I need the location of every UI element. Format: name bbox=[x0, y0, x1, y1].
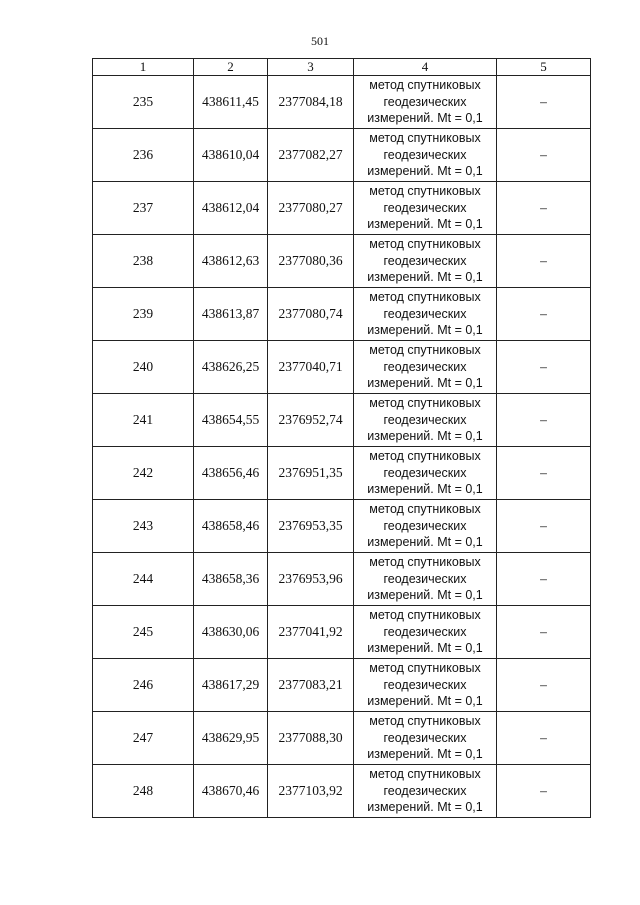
method-text-line: измерений. Mt = 0,1 bbox=[367, 270, 483, 285]
method-text-line: метод спутниковых bbox=[369, 502, 481, 517]
method-cell bbox=[354, 394, 497, 447]
coordinate-x-cell: 438610,04 bbox=[194, 129, 268, 182]
method-text-line: метод спутниковых bbox=[369, 184, 481, 199]
method-text-line: метод спутниковых bbox=[369, 767, 481, 782]
coordinate-y-cell: 2377080,36 bbox=[268, 235, 354, 288]
method-text-line: метод спутниковых bbox=[369, 237, 481, 252]
method-text-line: геодезических bbox=[383, 147, 467, 162]
method-cell bbox=[354, 341, 497, 394]
coordinate-y-cell: 2377080,74 bbox=[268, 288, 354, 341]
point-number-cell: 246 bbox=[93, 659, 194, 712]
coordinate-x-cell: 438658,36 bbox=[194, 553, 268, 606]
table-row bbox=[93, 76, 591, 129]
coordinate-y-cell: 2377041,92 bbox=[268, 606, 354, 659]
coordinate-x-cell: 438617,29 bbox=[194, 659, 268, 712]
column-5-cell: – bbox=[497, 129, 591, 182]
method-text-line: измерений. Mt = 0,1 bbox=[367, 217, 483, 232]
method-text-line: измерений. Mt = 0,1 bbox=[367, 429, 483, 444]
table-row bbox=[93, 129, 591, 182]
method-text-line: метод спутниковых bbox=[369, 714, 481, 729]
coordinate-x-cell: 438613,87 bbox=[194, 288, 268, 341]
method-text-line: метод спутниковых bbox=[369, 78, 481, 93]
header-col-1: 1 bbox=[93, 59, 194, 76]
method-text-line: геодезических bbox=[383, 359, 467, 374]
point-number-cell: 239 bbox=[93, 288, 194, 341]
header-col-4: 4 bbox=[354, 59, 497, 76]
coordinate-y-cell: 2376952,74 bbox=[268, 394, 354, 447]
column-5-cell: – bbox=[497, 182, 591, 235]
column-5-cell: – bbox=[497, 76, 591, 129]
page-number: 501 bbox=[311, 34, 329, 48]
method-cell bbox=[354, 765, 497, 818]
method-text-line: метод спутниковых bbox=[369, 290, 481, 305]
point-number-cell: 238 bbox=[93, 235, 194, 288]
coordinate-y-cell: 2377084,18 bbox=[268, 76, 354, 129]
method-cell bbox=[354, 606, 497, 659]
point-number-cell: 242 bbox=[93, 447, 194, 500]
table-body bbox=[93, 76, 591, 818]
method-text-line: метод спутниковых bbox=[369, 131, 481, 146]
table-row bbox=[93, 341, 591, 394]
method-text-line: метод спутниковых bbox=[369, 608, 481, 623]
method-cell bbox=[354, 447, 497, 500]
point-number-cell: 247 bbox=[93, 712, 194, 765]
coordinate-x-cell: 438654,55 bbox=[194, 394, 268, 447]
point-number-cell: 243 bbox=[93, 500, 194, 553]
method-text-line: измерений. Mt = 0,1 bbox=[367, 800, 483, 815]
column-5-cell: – bbox=[497, 712, 591, 765]
coordinate-x-cell: 438612,04 bbox=[194, 182, 268, 235]
method-text-line: метод спутниковых bbox=[369, 343, 481, 358]
header-row bbox=[93, 59, 591, 76]
table-row bbox=[93, 712, 591, 765]
method-text-line: измерений. Mt = 0,1 bbox=[367, 694, 483, 709]
coordinate-y-cell: 2377103,92 bbox=[268, 765, 354, 818]
point-number-cell: 237 bbox=[93, 182, 194, 235]
table-row bbox=[93, 659, 591, 712]
column-5-cell: – bbox=[497, 500, 591, 553]
method-text-line: метод спутниковых bbox=[369, 661, 481, 676]
method-text-line: измерений. Mt = 0,1 bbox=[367, 641, 483, 656]
column-5-cell: – bbox=[497, 659, 591, 712]
method-text-line: геодезических bbox=[383, 677, 467, 692]
coordinate-y-cell: 2377088,30 bbox=[268, 712, 354, 765]
method-cell bbox=[354, 129, 497, 182]
method-text-line: геодезических bbox=[383, 465, 467, 480]
coordinate-y-cell: 2376953,35 bbox=[268, 500, 354, 553]
column-5-cell: – bbox=[497, 553, 591, 606]
column-5-cell: – bbox=[497, 235, 591, 288]
method-text-line: измерений. Mt = 0,1 bbox=[367, 535, 483, 550]
coordinate-x-cell: 438656,46 bbox=[194, 447, 268, 500]
column-5-cell: – bbox=[497, 288, 591, 341]
header-col-3: 3 bbox=[268, 59, 354, 76]
method-text-line: измерений. Mt = 0,1 bbox=[367, 323, 483, 338]
table-row bbox=[93, 553, 591, 606]
method-cell bbox=[354, 659, 497, 712]
method-text-line: геодезических bbox=[383, 200, 467, 215]
method-cell bbox=[354, 553, 497, 606]
method-text-line: измерений. Mt = 0,1 bbox=[367, 747, 483, 762]
column-5-cell: – bbox=[497, 765, 591, 818]
method-text-line: геодезических bbox=[383, 730, 467, 745]
method-text-line: измерений. Mt = 0,1 bbox=[367, 111, 483, 126]
coordinate-x-cell: 438611,45 bbox=[194, 76, 268, 129]
method-cell bbox=[354, 712, 497, 765]
method-text-line: геодезических bbox=[383, 783, 467, 798]
point-number-cell: 248 bbox=[93, 765, 194, 818]
coordinate-x-cell: 438629,95 bbox=[194, 712, 268, 765]
method-text-line: геодезических bbox=[383, 571, 467, 586]
coordinate-y-cell: 2377082,27 bbox=[268, 129, 354, 182]
coordinate-x-cell: 438626,25 bbox=[194, 341, 268, 394]
table-row bbox=[93, 765, 591, 818]
method-text-line: геодезических bbox=[383, 518, 467, 533]
method-text-line: геодезических bbox=[383, 253, 467, 268]
method-text-line: измерений. Mt = 0,1 bbox=[367, 482, 483, 497]
table-row bbox=[93, 235, 591, 288]
coordinate-x-cell: 438612,63 bbox=[194, 235, 268, 288]
table-header bbox=[93, 59, 591, 76]
point-number-cell: 244 bbox=[93, 553, 194, 606]
coordinate-y-cell: 2377040,71 bbox=[268, 341, 354, 394]
point-number-cell: 240 bbox=[93, 341, 194, 394]
column-5-cell: – bbox=[497, 394, 591, 447]
point-number-cell: 245 bbox=[93, 606, 194, 659]
table-row bbox=[93, 182, 591, 235]
method-text-line: измерений. Mt = 0,1 bbox=[367, 164, 483, 179]
point-number-cell: 235 bbox=[93, 76, 194, 129]
table-row bbox=[93, 606, 591, 659]
coordinate-y-cell: 2377083,21 bbox=[268, 659, 354, 712]
column-5-cell: – bbox=[497, 341, 591, 394]
table-row bbox=[93, 500, 591, 553]
coordinate-y-cell: 2376951,35 bbox=[268, 447, 354, 500]
coordinate-x-cell: 438658,46 bbox=[194, 500, 268, 553]
coordinate-x-cell: 438630,06 bbox=[194, 606, 268, 659]
column-5-cell: – bbox=[497, 447, 591, 500]
method-text-line: геодезических bbox=[383, 306, 467, 321]
method-text-line: метод спутниковых bbox=[369, 449, 481, 464]
method-cell bbox=[354, 500, 497, 553]
method-text-line: измерений. Mt = 0,1 bbox=[367, 588, 483, 603]
method-cell bbox=[354, 182, 497, 235]
method-cell bbox=[354, 76, 497, 129]
coordinate-y-cell: 2376953,96 bbox=[268, 553, 354, 606]
table-row bbox=[93, 447, 591, 500]
method-text-line: геодезических bbox=[383, 624, 467, 639]
coordinate-y-cell: 2377080,27 bbox=[268, 182, 354, 235]
method-text-line: геодезических bbox=[383, 94, 467, 109]
method-cell bbox=[354, 235, 497, 288]
method-text-line: метод спутниковых bbox=[369, 396, 481, 411]
table-row bbox=[93, 394, 591, 447]
header-col-2: 2 bbox=[194, 59, 268, 76]
method-text-line: метод спутниковых bbox=[369, 555, 481, 570]
method-text-line: измерений. Mt = 0,1 bbox=[367, 376, 483, 391]
table-row bbox=[93, 288, 591, 341]
coordinates-table bbox=[92, 58, 591, 818]
method-text-line: геодезических bbox=[383, 412, 467, 427]
column-5-cell: – bbox=[497, 606, 591, 659]
point-number-cell: 236 bbox=[93, 129, 194, 182]
coordinate-x-cell: 438670,46 bbox=[194, 765, 268, 818]
method-cell bbox=[354, 288, 497, 341]
point-number-cell: 241 bbox=[93, 394, 194, 447]
header-col-5: 5 bbox=[497, 59, 591, 76]
